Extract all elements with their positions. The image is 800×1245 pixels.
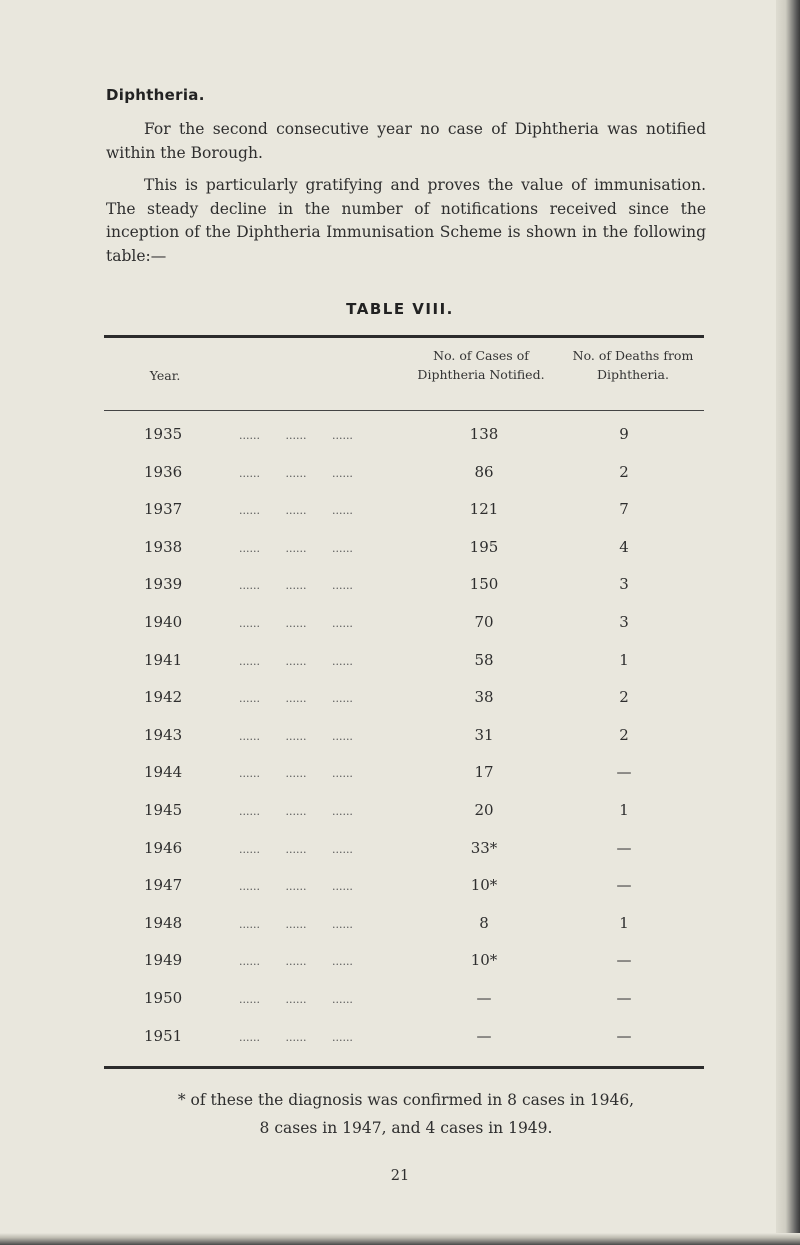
cell-deaths: —: [616, 876, 632, 895]
cell-cases: 38: [474, 688, 494, 707]
cell-year: 1939: [144, 575, 183, 594]
footnote-line-1: * of these the diagnosis was confirmed in 8 cases in 1946,: [177, 1091, 635, 1109]
cell-deaths: 2: [619, 725, 629, 744]
paragraph-2: This is particularly gratifying and proves the value of immunisation. The steady decline in the number of notifications received since the inception of the Diphtheria Immunisation Scheme is shown in the following table:—: [106, 176, 706, 265]
cell-year: 1935: [144, 425, 183, 443]
cell-deaths: 1: [619, 650, 629, 669]
dot-leader: ...... ...... ......: [239, 654, 353, 668]
cell-cases: 8: [479, 913, 489, 932]
cell-deaths: —: [616, 989, 632, 1007]
cell-deaths: 9: [619, 425, 629, 443]
table-row: [104, 500, 704, 538]
cell-year: 1946: [144, 838, 183, 857]
page-bottom-edge: [0, 1233, 800, 1245]
cell-year: 1943: [144, 725, 183, 744]
dot-leader: ...... ...... ......: [239, 429, 353, 442]
cell-year: 1947: [144, 876, 183, 895]
table-row: [104, 989, 704, 1027]
cell-cases: 58: [474, 650, 494, 669]
dot-leader: ...... ...... ......: [239, 1030, 353, 1044]
dot-leader: ...... ...... ......: [239, 880, 353, 894]
table-row: [104, 575, 704, 613]
cell-year: 1941: [144, 650, 183, 669]
table-row: [104, 801, 704, 839]
table-row: [104, 688, 704, 726]
cell-cases: 150: [469, 575, 499, 594]
dot-leader: ...... ...... ......: [239, 617, 353, 630]
table-row: [104, 914, 704, 952]
cell-cases: —: [476, 1026, 492, 1045]
table-row: [104, 763, 704, 801]
footnote: [106, 1086, 706, 1142]
cell-deaths: 2: [619, 688, 629, 707]
page-edge: [776, 0, 800, 1245]
table-row: [104, 651, 704, 689]
dot-leader: ...... ...... ......: [239, 805, 353, 818]
cell-deaths: —: [616, 763, 632, 782]
section-heading: Diphtheria.: [106, 86, 205, 104]
dot-leader: ...... ...... ......: [239, 767, 353, 781]
table-bottom-rule: [104, 1066, 704, 1069]
cell-cases: 70: [474, 613, 494, 631]
table-row: [104, 839, 704, 877]
dot-leader: ...... ...... ......: [239, 955, 353, 969]
cell-cases: 31: [474, 725, 494, 744]
cell-year: 1944: [144, 763, 183, 782]
cell-year: 1945: [144, 801, 183, 819]
cell-year: 1936: [144, 462, 183, 481]
cell-cases: —: [476, 989, 492, 1007]
column-header-cases: No. of Cases of Diphtheria Notified.: [417, 348, 545, 382]
cell-deaths: —: [616, 838, 632, 857]
table-row: [104, 876, 704, 914]
cell-year: 1950: [144, 989, 183, 1007]
table-header-rule: [104, 410, 704, 411]
cell-cases: 138: [469, 425, 499, 443]
column-header-year: Year.: [149, 368, 181, 383]
cell-deaths: —: [616, 1026, 632, 1045]
cell-deaths: 2: [619, 462, 629, 481]
table-row: [104, 613, 704, 651]
dot-leader: ...... ...... ......: [239, 504, 353, 518]
table-top-rule: [104, 335, 704, 338]
table-row: [104, 951, 704, 989]
dot-leader: ...... ...... ......: [239, 842, 353, 856]
cell-year: 1937: [144, 500, 183, 519]
page-number: 21: [390, 1168, 410, 1184]
paragraph-1: For the second consecutive year no case of Diphtheria was notified within the Borough.: [106, 120, 706, 162]
dot-leader: ...... ...... ......: [239, 692, 353, 706]
dot-leader: ...... ...... ......: [239, 541, 353, 555]
dot-leader: ...... ...... ......: [239, 917, 353, 931]
cell-cases: 33*: [470, 838, 498, 857]
cell-deaths: 3: [619, 575, 629, 594]
dot-leader: ...... ...... ......: [239, 579, 353, 593]
dot-leader: ...... ...... ......: [239, 993, 353, 1006]
cell-cases: 10*: [470, 876, 498, 895]
cell-year: 1948: [144, 913, 183, 932]
dot-leader: ...... ...... ......: [239, 729, 353, 743]
table-row: [104, 1027, 704, 1065]
cell-year: 1949: [144, 951, 183, 970]
cell-deaths: 3: [619, 613, 629, 631]
cell-deaths: —: [616, 951, 632, 970]
table-row: [104, 726, 704, 764]
cell-deaths: 1: [619, 913, 629, 932]
cell-cases: 20: [474, 801, 494, 819]
cell-cases: 17: [474, 763, 494, 782]
cell-year: 1938: [144, 537, 183, 556]
table-row: [104, 463, 704, 501]
table-title: TABLE VIII.: [346, 300, 454, 318]
cell-deaths: 4: [619, 537, 629, 556]
table-row: [104, 425, 704, 463]
table-row: [104, 538, 704, 576]
cell-cases: 195: [469, 537, 499, 556]
dot-leader: ...... ...... ......: [239, 466, 353, 480]
column-header-deaths: No. of Deaths from Diphtheria.: [572, 348, 694, 382]
cell-year: 1951: [144, 1026, 183, 1045]
cell-deaths: 1: [619, 801, 629, 819]
cell-cases: 86: [474, 462, 494, 481]
cell-cases: 121: [469, 500, 499, 519]
cell-year: 1940: [144, 613, 183, 631]
footnote-line-2: 8 cases in 1947, and 4 cases in 1949.: [259, 1119, 553, 1137]
cell-year: 1942: [144, 688, 183, 707]
cell-deaths: 7: [619, 500, 629, 519]
cell-cases: 10*: [470, 951, 498, 970]
